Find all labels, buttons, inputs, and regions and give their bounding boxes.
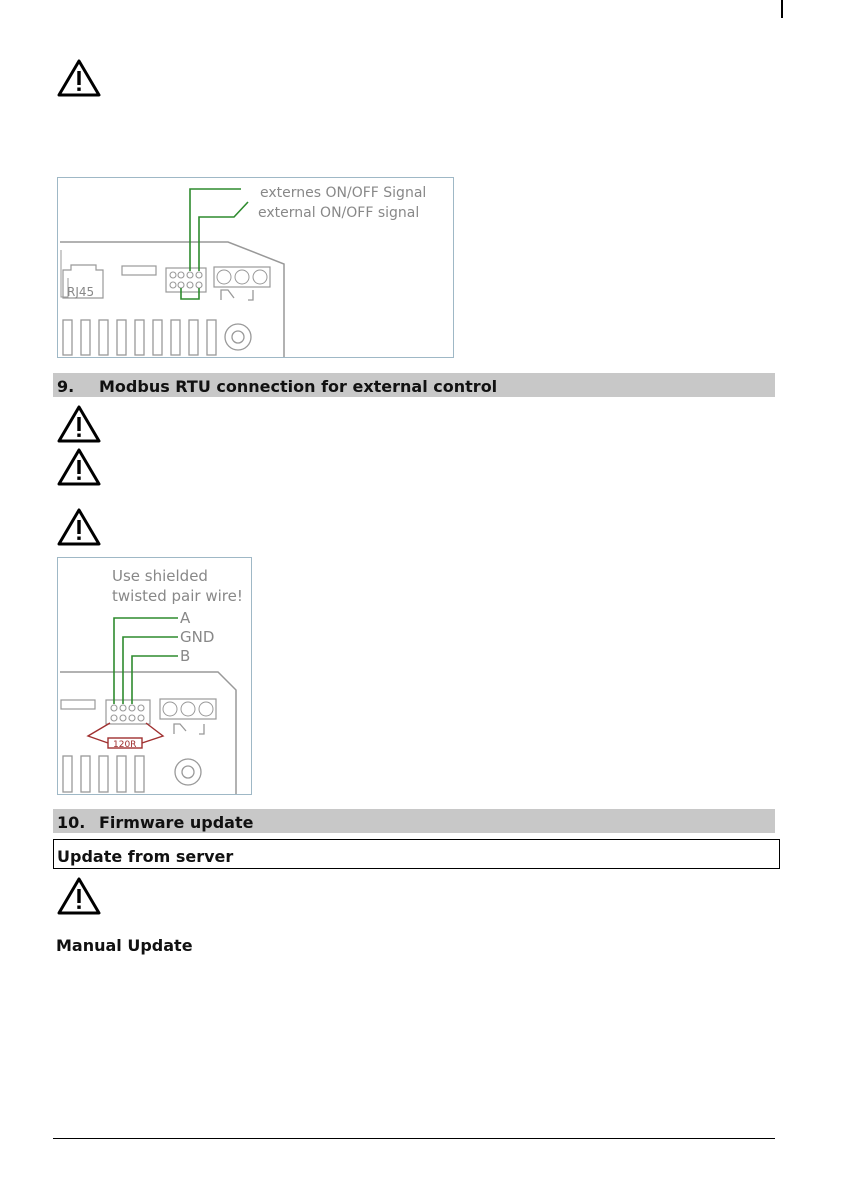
shielded-note-line1: Use shielded xyxy=(112,567,208,585)
modbus-wiring-diagram xyxy=(57,557,252,795)
rj45-label: RJ45 xyxy=(67,285,95,299)
footer-rule xyxy=(53,1138,775,1139)
external-signal-label-de: externes ON/OFF Signal xyxy=(260,185,427,201)
section-10-heading xyxy=(53,809,775,833)
section-10-number: 10. xyxy=(57,813,86,832)
section-9-heading xyxy=(53,373,775,397)
page-corner-line xyxy=(781,0,783,18)
manual-update-heading: Manual Update xyxy=(56,936,193,955)
warning-icon xyxy=(56,447,102,487)
section-10-title: Firmware update xyxy=(99,813,254,832)
warning-icon xyxy=(56,876,102,916)
shielded-note-line2: twisted pair wire! xyxy=(112,587,243,605)
external-signal-label-en: external ON/OFF signal xyxy=(258,205,420,221)
section-9-title: Modbus RTU connection for external control xyxy=(99,377,498,396)
update-from-server-heading xyxy=(53,839,780,869)
update-from-server-label: Update from server xyxy=(57,847,234,866)
warning-icon xyxy=(56,404,102,444)
wire-label-a: A xyxy=(180,609,191,627)
warning-icon xyxy=(56,507,102,547)
external-signal-wiring-diagram xyxy=(57,177,454,358)
wire-label-gnd: GND xyxy=(180,628,215,646)
resistor-label: 120R xyxy=(113,740,137,750)
warning-icon xyxy=(56,58,102,98)
wire-label-b: B xyxy=(180,647,191,665)
section-9-number: 9. xyxy=(57,377,75,396)
